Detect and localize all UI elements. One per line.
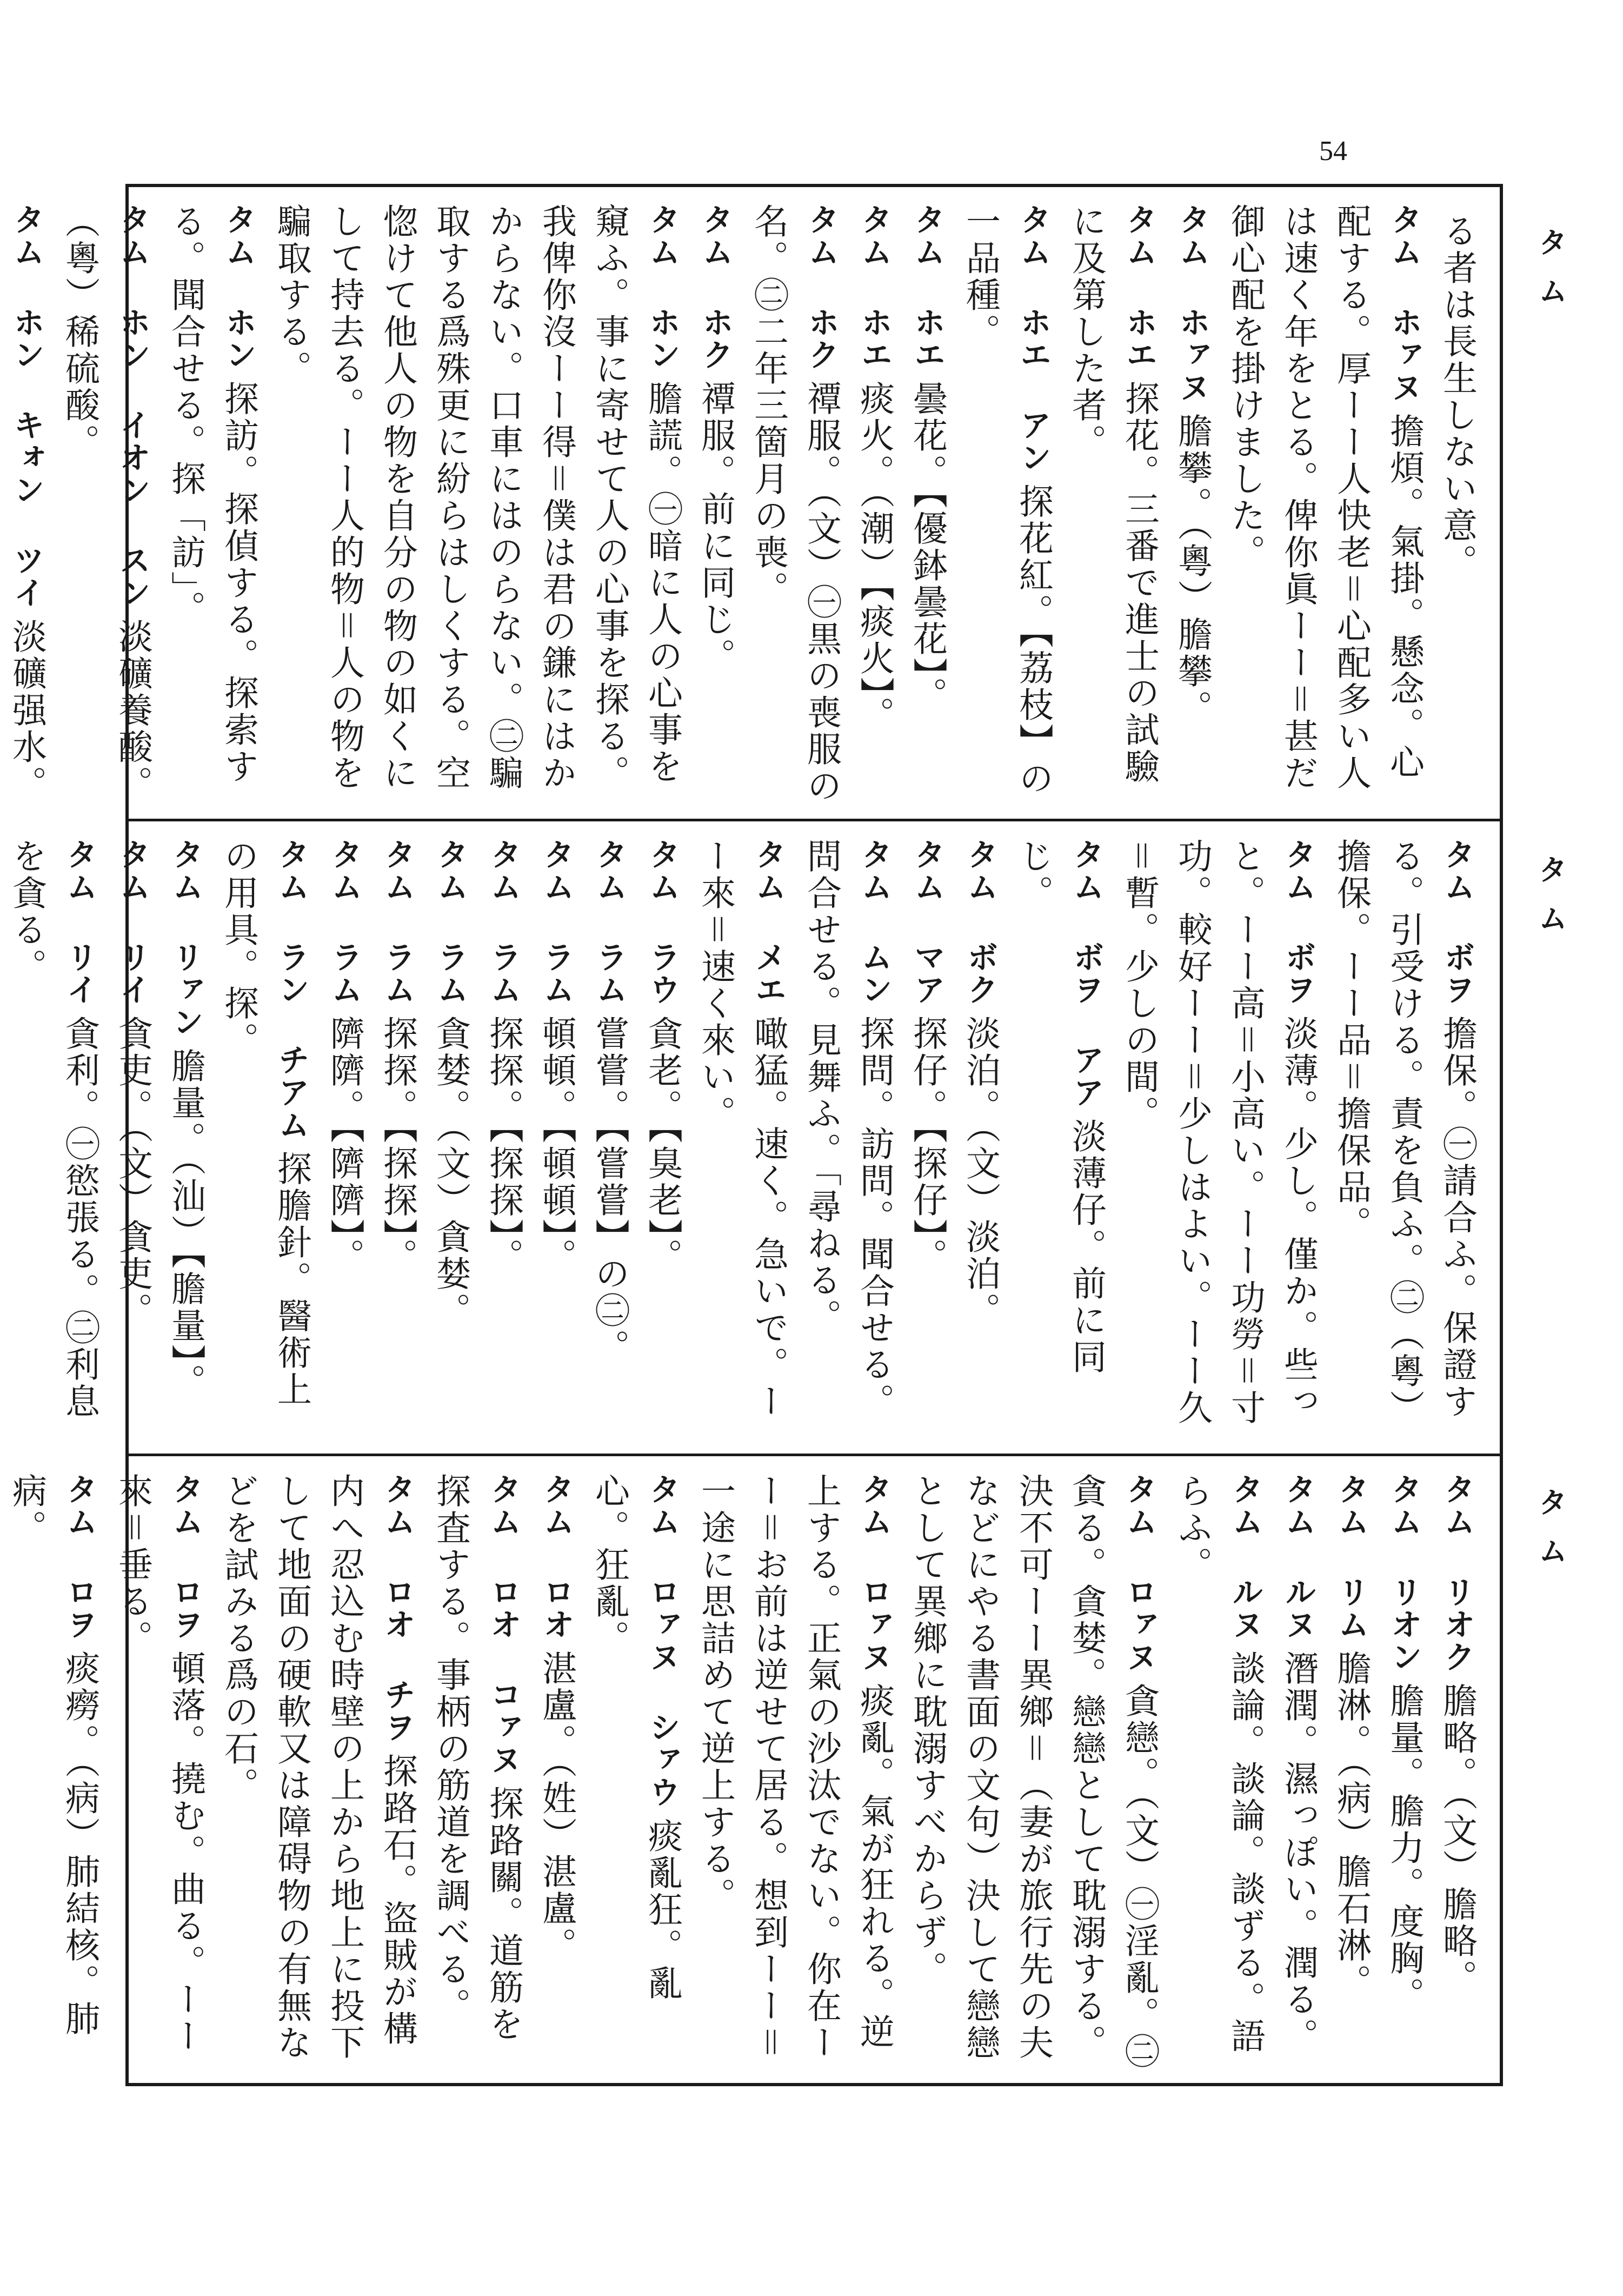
dictionary-entry [212, 1473, 424, 2072]
entry-headword: タム ラム [379, 838, 416, 1006]
dictionary-entry [742, 203, 848, 806]
entry-definition: 探膽針。醫術上の用具。探。 [218, 838, 311, 1408]
entry-definition: る者は長生しない意。 [1437, 213, 1477, 581]
dictionary-entry [1007, 838, 1113, 1441]
entry-headword: タム ロオ チヲ [379, 1473, 416, 1743]
dictionary-entry [0, 1473, 106, 2072]
dictionary-entry [53, 203, 159, 806]
entry-headword: タム ホク [803, 203, 840, 371]
entry-definition: 貪婪。（文）貪婪。 [430, 1016, 470, 1329]
entry-definition: 淡薄。少し。僅か。些っと。ーー高＝小高い。ーー功勞＝寸功。較好ーー＝少しはよい。ーー久＝暫。少しの間。 [1119, 838, 1318, 1426]
dictionary-frame [6, 184, 1503, 2086]
entry-headword: タム ボヲ [1280, 838, 1316, 1006]
entry-headword: タム ルヌ [1227, 1473, 1263, 1641]
entry-headword: タム ロオ [538, 1473, 575, 1641]
entry-headword: タム マア [909, 838, 946, 1006]
dictionary-entry [954, 838, 1007, 1441]
entry-headword: タム ホエ [1121, 203, 1158, 371]
entry-headword: タム リイ [114, 838, 151, 1006]
section-bottom [6, 1457, 1500, 2085]
entry-definition: 噉猛。速く。急いで。ーー來＝速く來い。 [695, 838, 788, 1420]
entry-definition: 談論。談論。談ずる。語らふ。 [1172, 1473, 1265, 2055]
entry-columns [6, 838, 1484, 1441]
entry-headword: タム メエ [750, 838, 787, 1006]
dictionary-entry [1060, 203, 1166, 806]
section-divider [129, 819, 1500, 821]
entry-headword: タム ロァヌ [856, 1473, 893, 1673]
dictionary-entry [636, 838, 689, 1441]
section-top [6, 187, 1500, 819]
dictionary-entry [901, 203, 954, 806]
entry-definition: 貪戀。（文）㊀淫亂。㊁貪る。貪婪。戀戀として耽溺する。決不可ーー異鄉＝（妻が旅行先の夫などにやる書面の文句）決して戀戀として異鄉に耽溺すべからず。 [907, 1473, 1159, 2070]
dictionary-entry [159, 203, 265, 806]
entry-headword: タム ラウ [644, 838, 681, 1006]
entry-headword: タム ホク [697, 203, 734, 371]
page-number: 54 [1319, 136, 1347, 167]
entry-headword: タム ホン [644, 203, 681, 371]
dictionary-entry [530, 838, 583, 1441]
entry-headword: タム リイ [61, 838, 98, 1006]
entry-headword: タム ラム [591, 838, 628, 1006]
entry-definition: 探問。訪問。聞合せる。問合せる。見舞ふ。「尋ねる。 [801, 838, 894, 1420]
entry-headword: タム ボヲ [1439, 838, 1475, 1006]
entry-headword: タム ロァヌ シァウ [644, 1473, 681, 1808]
entry-definition: 貪利。㊀慾張る。㊁利息を貪る。 [6, 838, 99, 1420]
entry-definition: 禫服。（文）㊀黒の喪服の名。㊁二年三箇月の喪。 [748, 203, 841, 805]
dictionary-entry [689, 838, 795, 1441]
dictionary-entry [0, 838, 106, 1441]
dictionary-entry [1378, 1473, 1431, 2072]
entry-headword: タム ロァヌ [1121, 1473, 1158, 1673]
dictionary-entry [848, 203, 901, 806]
dictionary-entry [689, 203, 742, 806]
running-head-bottom: タム [1534, 1487, 1568, 1584]
entry-definition: 淡泊。（文）淡泊。 [960, 1016, 1000, 1329]
entry-definition: 湛盧。（姓）湛盧。 [536, 1650, 576, 1964]
dictionary-entry [1325, 1473, 1378, 2072]
entry-definition: 探花。三番で進士の試驗に及第した者。 [1066, 203, 1159, 785]
entry-headword: タム ホァヌ [1174, 203, 1210, 403]
entry-definition: 探探。【探探】。 [483, 1016, 523, 1275]
dictionary-entry [106, 1473, 212, 2072]
entry-definition: 隮隮。【隮隮】。 [324, 1016, 364, 1275]
entry-headword: タム ラム [538, 838, 575, 1006]
entry-definition: 痰癆。（病）肺結核。肺病。 [6, 1473, 99, 2038]
dictionary-entry [159, 838, 212, 1441]
entry-definition: 禫服。前に同じ。 [695, 381, 735, 675]
dictionary-entry [1431, 203, 1484, 806]
entry-columns [6, 203, 1484, 806]
entry-headword: タム ムン [856, 838, 893, 1006]
entry-headword: タム ホン キォン ツイ [8, 203, 45, 609]
entry-definition: 頓頓。【頓頓】。 [536, 1016, 576, 1275]
dictionary-entry [318, 838, 371, 1441]
entry-definition: 貪吏。（文）貪吏。 [112, 1016, 152, 1329]
entry-definition: 嘗嘗。【嘗嘗】の㊁。 [589, 1016, 629, 1366]
entry-headword: タム ボヲ アア [1068, 838, 1105, 1109]
dictionary-entry [689, 1473, 901, 2072]
dictionary-entry [1166, 1473, 1272, 2072]
entry-definition: 膽量。（汕）【膽量】。 [165, 1048, 205, 1401]
dictionary-entry [424, 838, 477, 1441]
entry-headword: タム ロオ コァヌ [485, 1473, 522, 1776]
entry-definition: 探路石。盜賊が構内へ忍込む時壁の上から地上に投下して地面の硬軟又は障碍物の有無などを試みる爲の石。 [218, 1473, 417, 2061]
entry-definition: 探花紅。【荔枝】の一品種。 [960, 203, 1053, 797]
entry-headword: タム ホエ [909, 203, 946, 371]
dictionary-entry [1219, 203, 1431, 806]
running-head-top: タム [1534, 227, 1568, 324]
entry-headword: タム ホン イオン スン [114, 203, 151, 609]
dictionary-entry [901, 838, 954, 1441]
entry-definition: 探探。【探探】。 [377, 1016, 417, 1275]
dictionary-entry [106, 838, 159, 1441]
entry-definition: 膽略。（文）膽略。 [1437, 1683, 1477, 1996]
running-head-middle: タム [1534, 854, 1568, 952]
entry-definition: 探訪。探偵する。探索する。聞合せる。探「訪」。 [165, 203, 258, 785]
entry-definition: 膽量。膽力。度胸。 [1384, 1683, 1424, 2014]
dictionary-entry [1272, 1473, 1325, 2072]
entry-definition: 擔保。㊀請合ふ。保證する。引受ける。責を負ふ。㊁（粵）擔保。ーー品＝擔保品。 [1331, 838, 1477, 1426]
entry-definition: 擔煩。氣掛。懸念。心配する。厚ーー人快老＝心配多い人は速く年をとる。俾你眞ーー＝甚だ御心配を掛けました。 [1225, 203, 1424, 792]
entry-headword: タム ラム [485, 838, 522, 1006]
entry-headword: タム ボク [962, 838, 999, 1006]
dictionary-entry [1113, 838, 1325, 1441]
entry-headword: タム リオク [1439, 1473, 1475, 1673]
section-middle [6, 822, 1500, 1454]
entry-definition: 淡薄仔。前に同じ。 [1013, 838, 1106, 1376]
dictionary-entry [795, 838, 901, 1441]
dictionary-entry [901, 1473, 1166, 2072]
dictionary-entry [212, 838, 318, 1441]
entry-definition: 淡礦强水。 [6, 619, 46, 802]
entry-definition: 探仔。【探仔】。 [907, 1016, 947, 1275]
entry-headword: タム ホエ [856, 203, 893, 371]
entry-headword: タム リオン [1386, 1473, 1422, 1673]
entry-definition: 痰火。（潮）【痰火】。 [854, 381, 894, 733]
dictionary-entry [424, 1473, 530, 2072]
entry-headword: タム ルヌ [1280, 1473, 1316, 1641]
dictionary-entry [583, 838, 636, 1441]
entry-definition: 曇花。【優鉢曇花】。 [907, 381, 947, 714]
entry-definition: 膽攀。（粵）膽攀。 [1172, 413, 1212, 727]
entry-headword: タム ホエ アン [1015, 203, 1052, 474]
dictionary-entry [265, 203, 689, 806]
entry-definition: 貪老。【臭老】。 [642, 1016, 682, 1275]
entry-definition: 探路關。道筋を探査する。事柄の筋道を調べる。 [430, 1473, 523, 2043]
entry-headword: タム ラン チアム [273, 838, 310, 1141]
dictionary-entry [1325, 838, 1484, 1441]
entry-definition: 頓落。撓む。曲る。ーー來＝垂る。 [112, 1473, 205, 2055]
dictionary-entry [1166, 203, 1219, 806]
entry-headword: タム ロヲ [167, 1473, 204, 1641]
entry-definition: 痰亂。氣が狂れる。逆上する。正氣の沙汰でない。你在ーー＝お前は逆せて居る。想到ーー＝一途に思詰めて逆上する。 [695, 1473, 894, 2061]
dictionary-entry [0, 203, 53, 806]
entry-definition: 膽淋。（病）膽石淋。 [1331, 1650, 1371, 2001]
entry-definition: 痰亂狂。亂心。狂亂。 [589, 1473, 682, 2002]
section-divider [129, 1454, 1500, 1456]
entry-definition: 膽謊。㊀暗に人の心事を窺ふ。事に寄せて人の心事を探る。我俾你沒ーー得＝僕は君の鎌にはかからない。口車にはのらない。㊁騙取する爲殊更に紛らはしくする。空惚けて他人の物を自分の物の如くにして持去る。ーー人的物＝人の物を騙取する。 [271, 203, 682, 792]
entry-definition: 淡礦養酸。（粵）稀硫酸。 [59, 203, 152, 802]
dictionary-entry [1431, 1473, 1484, 2072]
entry-definition: 潛潤。濕っぽい。潤る。 [1278, 1650, 1318, 2055]
entry-headword: タム ホン [220, 203, 257, 371]
entry-columns [6, 1473, 1484, 2072]
dictionary-entry [530, 1473, 583, 2072]
entry-headword: タム リム [1333, 1473, 1369, 1641]
entry-headword: タム ホァヌ [1386, 203, 1422, 403]
dictionary-entry [954, 203, 1060, 806]
entry-headword: タム ラム [432, 838, 469, 1006]
dictionary-entry [371, 838, 424, 1441]
dictionary-entry [583, 1473, 689, 2072]
dictionary-entry [477, 838, 530, 1441]
entry-headword: タム ラム [326, 838, 363, 1006]
entry-headword: タム リァン [167, 838, 204, 1038]
entry-headword: タム ロヲ [61, 1473, 98, 1641]
